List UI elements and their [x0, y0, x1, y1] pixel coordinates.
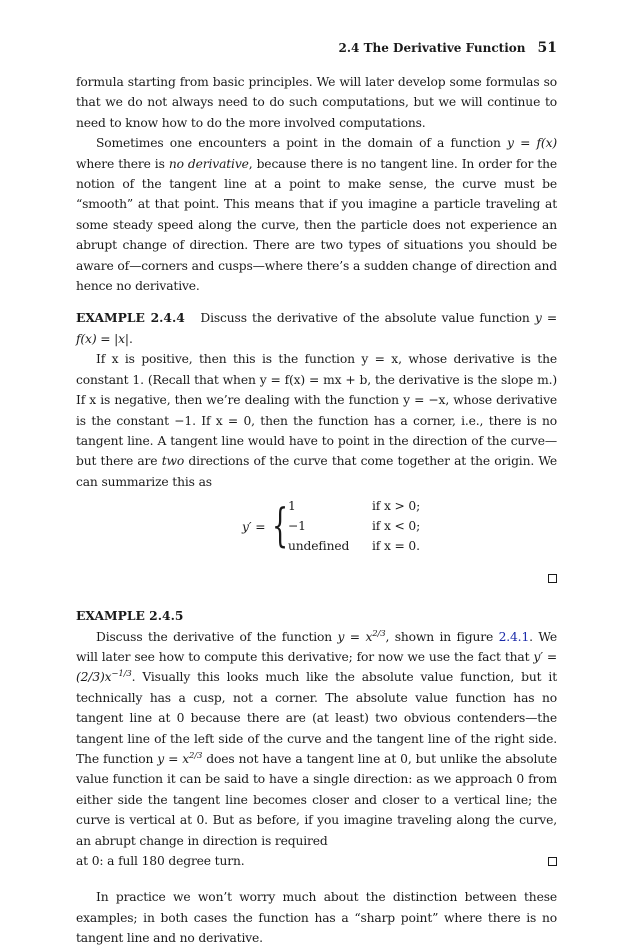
case-value: −1 [288, 519, 306, 534]
section-title: 2.4 The Derivative Function [338, 41, 526, 55]
example-label: EXAMPLE 2.4.5 [76, 608, 184, 624]
case-condition: if x < 0; [372, 519, 421, 534]
qed-box-icon [548, 574, 557, 583]
example-2-4-4-body: If x is positive, then this is the function y = x, whose derivative is the constant 1. (Recall that when y = f(x) = mx + b, the derivative is the slope m.) If x is negative, then we’re dealing with the function y = −x, whose derivative is the constant −1. If x = 0, then the function has a corner, i.e., there is no tangent line. A tangent line would have to point in the direction of the curve—but there are two directions of the curve that come together at the origin. We can summarize this as [76, 352, 557, 489]
paragraph-no-derivative: Sometimes one encounters a point in the domain of a function y = f(x) where there is no derivative, because there is no tangent line. In order for the notion of the tangent line at a point to make sense, the curve must be “smooth” at that point. This means that if you imagine a particle traveling at some steady speed along the curve, then the particle does not experience an abrupt change of direction. There are two types of situations you should be aware of—corners and cusps—where there’s a sudden change of direction and hence no derivative. [76, 136, 557, 294]
end-of-example-2-4-4 [76, 570, 557, 590]
example-2-4-5-body: Discuss the derivative of the function $y = x^{2/3}$, shown in figure 2.4.1. We will later see how to compute this derivative; for now we use the fact that $y' = (2/3)x^{-1/3}$. Visually this looks much like the absolute value function, but it technically has a cusp, not a corner. The absolute value function has no tangent line at 0 because there are (at least) two obvious contenders—the tangent line of the left side of the curve and the tangent line of the right side. The function $y = x^{2/3}$ does not have a tangent line at 0, but unlike the absolute value function it can be said to have a single direction: as we approach 0 from either side the tangent line becomes closer and closer to a vertical line; the curve is vertical at 0. But as before, if you imagine traveling along the curve, an abrupt change in direction is required [76, 628, 558, 848]
qed-box-icon [548, 857, 557, 866]
display-lhs: y′ = [242, 520, 266, 535]
example-2-4-4-statement: EXAMPLE 2.4.4 Discuss the derivative of the absolute value function y = f(x) = |x|. [76, 310, 558, 346]
example-label: EXAMPLE 2.4.4 [76, 310, 185, 326]
emphasis-no-derivative: no derivative [168, 156, 249, 171]
left-brace: { [272, 498, 289, 553]
page-body [76, 72, 557, 949]
running-head [339, 40, 557, 56]
page-number: 51 [537, 40, 557, 56]
figure-link[interactable]: 2.4.1 [498, 629, 530, 644]
example-2-4-5-last-line: at 0: a full 180 degree turn. [76, 851, 557, 871]
case-value: undefined [288, 539, 350, 554]
closing-paragraph: In practice we won’t worry much about the distinction between these examples; in both cases the function has a “sharp point” where there is no tangent line and no derivative. [76, 890, 557, 946]
case-condition: if x > 0; [372, 499, 421, 514]
case-condition: if x = 0. [372, 539, 420, 554]
paragraph-continued: formula starting from basic principles. We will later develop some formulas so that we do not always need to do such computations, but we will continue to need to know how to do the more involved computations. [76, 75, 557, 130]
piecewise-derivative [76, 496, 557, 560]
case-value: 1 [288, 499, 296, 514]
